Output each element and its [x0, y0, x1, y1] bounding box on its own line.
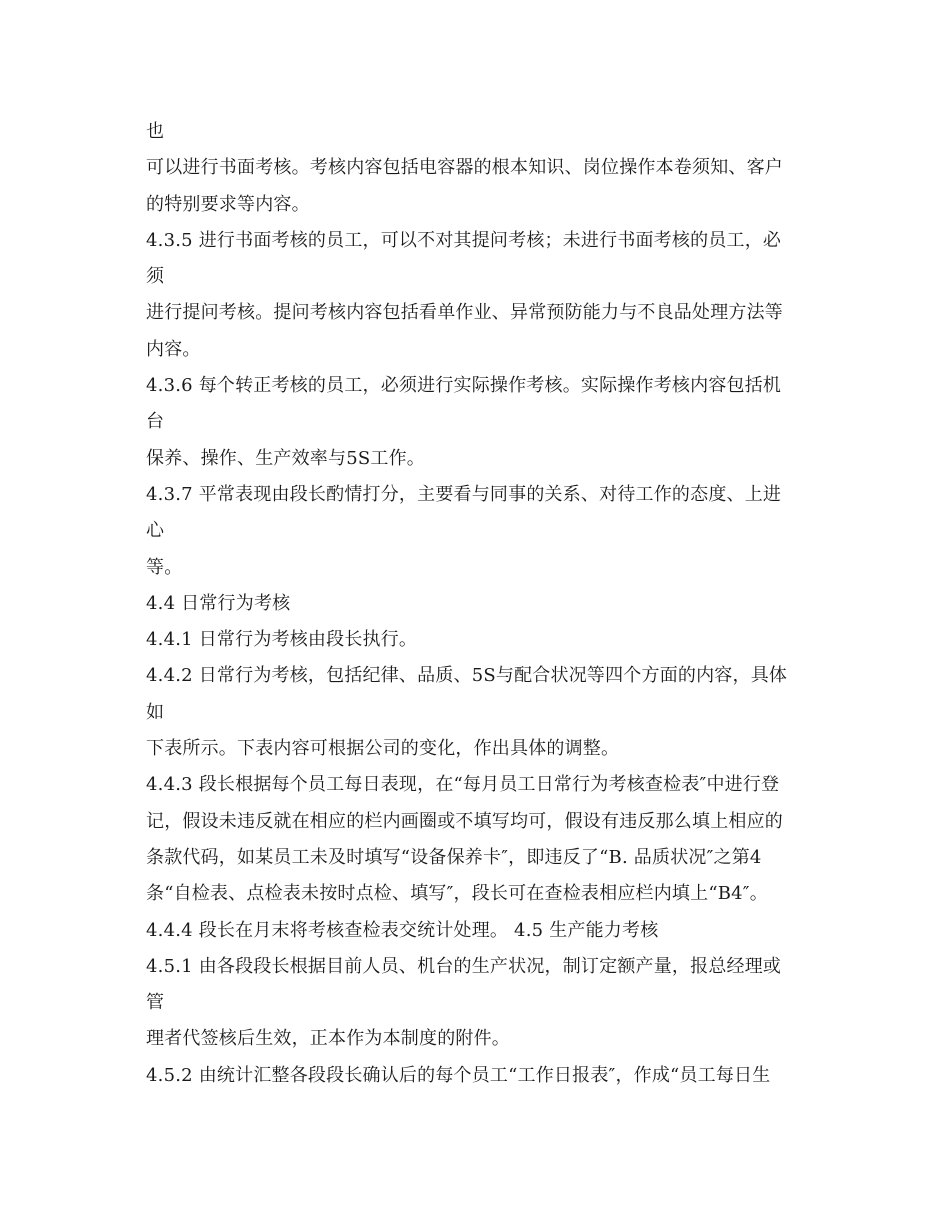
text-line: 管 [146, 992, 165, 1014]
text-line: 4.4.4 段长在月末将考核查检表交统计处理。 4.5 生产能力考核 [146, 919, 659, 941]
text-line: 4.3.7 平常表现由段长酌情打分，主要看与同事的关系、对待工作的态度、上进 [146, 483, 782, 505]
text-line: 的特别要求等内容。 [146, 193, 310, 215]
document-body [146, 114, 826, 1094]
text-line: 须 [146, 266, 165, 288]
text-line: 内容。 [146, 338, 201, 360]
text-line: 4.4.3 段长根据每个员工每日表现，在“每月员工日常行为考核查检表″中进行登 [146, 774, 780, 796]
text-line: 理者代签核后生效，正本作为本制度的附件。 [146, 1028, 510, 1050]
text-line: 心 [146, 520, 165, 542]
text-line: 4.3.5 进行书面考核的员工，可以不对其提问考核；未进行书面考核的员工，必 [146, 229, 782, 251]
text-line: 4.3.6 每个转正考核的员工，必须进行实际操作考核。实际操作考核内容包括机 [146, 375, 782, 397]
text-line: 4.5.2 由统计汇整各段段长确认后的每个员工“工作日报表″，作成“员工每日生 [146, 1064, 771, 1086]
text-line: 条款代码，如某员工未及时填写“设备保养卡″，即违反了“B. 品质状况″之第4 [146, 846, 762, 868]
text-line: 可以进行书面考核。考核内容包括电容器的根本知识、岗位操作本卷须知、客户 [146, 157, 783, 179]
text-line: 下表所示。下表内容可根据公司的变化，作出具体的调整。 [146, 738, 620, 760]
text-line: 条“自检表、点检表未按时点检、填写″，段长可在查检表相应栏内填上“B4″。 [146, 883, 768, 905]
text-line: 保养、操作、生产效率与5S工作。 [146, 447, 425, 469]
text-line: 等。 [146, 556, 183, 578]
text-line: 也 [146, 121, 165, 142]
section-heading: 4.4 日常行为考核 [146, 592, 291, 614]
text-line: 记，假设未违反就在相应的栏内画圈或不填写均可，假设有违反那么填上相应的 [146, 810, 783, 832]
text-line: 4.4.1 日常行为考核由段长执行。 [146, 629, 418, 651]
text-line: 台 [146, 411, 165, 433]
text-line: 4.4.2 日常行为考核，包括纪律、品质、5S与配合状况等四个方面的内容，具体 [146, 665, 788, 687]
text-line: 如 [146, 701, 165, 723]
text-line: 4.5.1 由各段段长根据目前人员、机台的生产状况，制订定额产量，报总经理或 [146, 955, 782, 977]
text-line: 进行提问考核。提问考核内容包括看单作业、异常预防能力与不良品处理方法等 [146, 302, 783, 324]
